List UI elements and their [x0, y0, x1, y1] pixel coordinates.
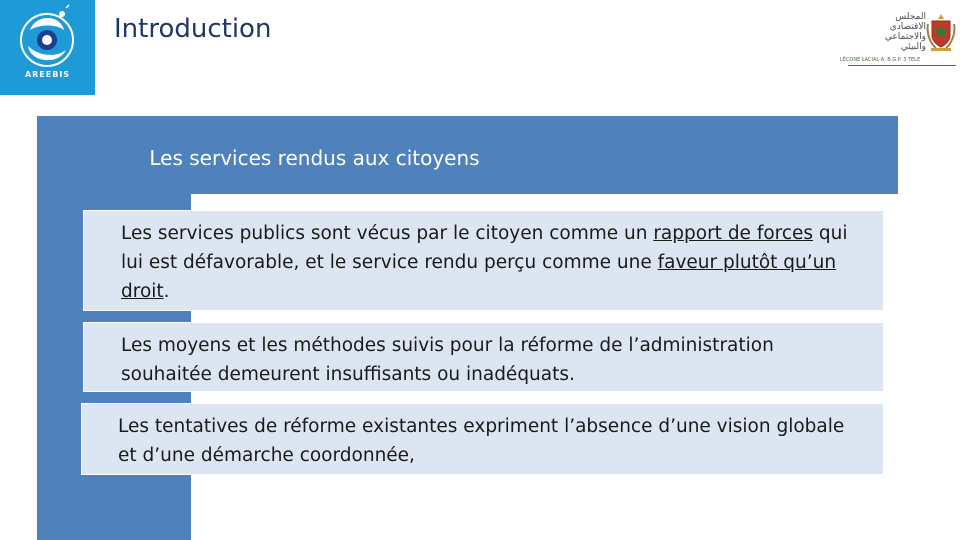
- point-box-2: [83, 322, 884, 392]
- point-3-segment: Les tentatives de réforme existantes expriment l’absence d’une vision globale et d’une démarche coordonnée,: [118, 416, 845, 466]
- point-1-underlined-segment: faveur plutôt qu’un droit: [121, 252, 837, 302]
- point-text-1: [121, 219, 865, 306]
- logo-arabic-line: والبيئي: [900, 42, 926, 52]
- point-1-segment: qui lui est défavorable, et le service rendu perçu comme une: [121, 223, 848, 273]
- logo-acronym: AREEBIS: [24, 70, 71, 79]
- point-1-segment: Les services publics sont vécus par le citoyen comme un: [121, 223, 654, 244]
- panel-heading: [37, 146, 898, 170]
- point-box-3: [81, 403, 884, 475]
- circular-swirl-logo-icon: [0, 0, 95, 70]
- point-1-segment: .: [163, 281, 170, 302]
- point-text-2: [121, 331, 865, 389]
- point-1-underlined-segment: rapport de forces: [653, 223, 814, 244]
- point-text-3: [118, 412, 865, 470]
- organization-logo-right: [838, 8, 958, 74]
- page-title: Introduction: [114, 14, 272, 44]
- logo-divider: [848, 65, 956, 66]
- point-box-1: [83, 210, 884, 311]
- logo-arabic-line: الاقتصادي: [889, 22, 926, 32]
- logo-arabic-text: [856, 12, 926, 52]
- logo-arabic-line: المجلس: [895, 12, 926, 22]
- logo-arabic-line: والاجتماعي: [884, 32, 926, 42]
- panel-heading-text: Les services rendus aux citoyens: [149, 146, 480, 170]
- logo-latin-text: LÉCONE ŁACIAL A. B.G.P. 3 TELE: [840, 57, 921, 63]
- point-2-segment: Les moyens et les méthodes suivis pour la réforme de l’administration souhaitée demeurent insuffisants ou inadéquats.: [121, 335, 774, 385]
- organization-logo-left: [0, 0, 95, 95]
- moroccan-coat-of-arms-icon: [926, 12, 956, 52]
